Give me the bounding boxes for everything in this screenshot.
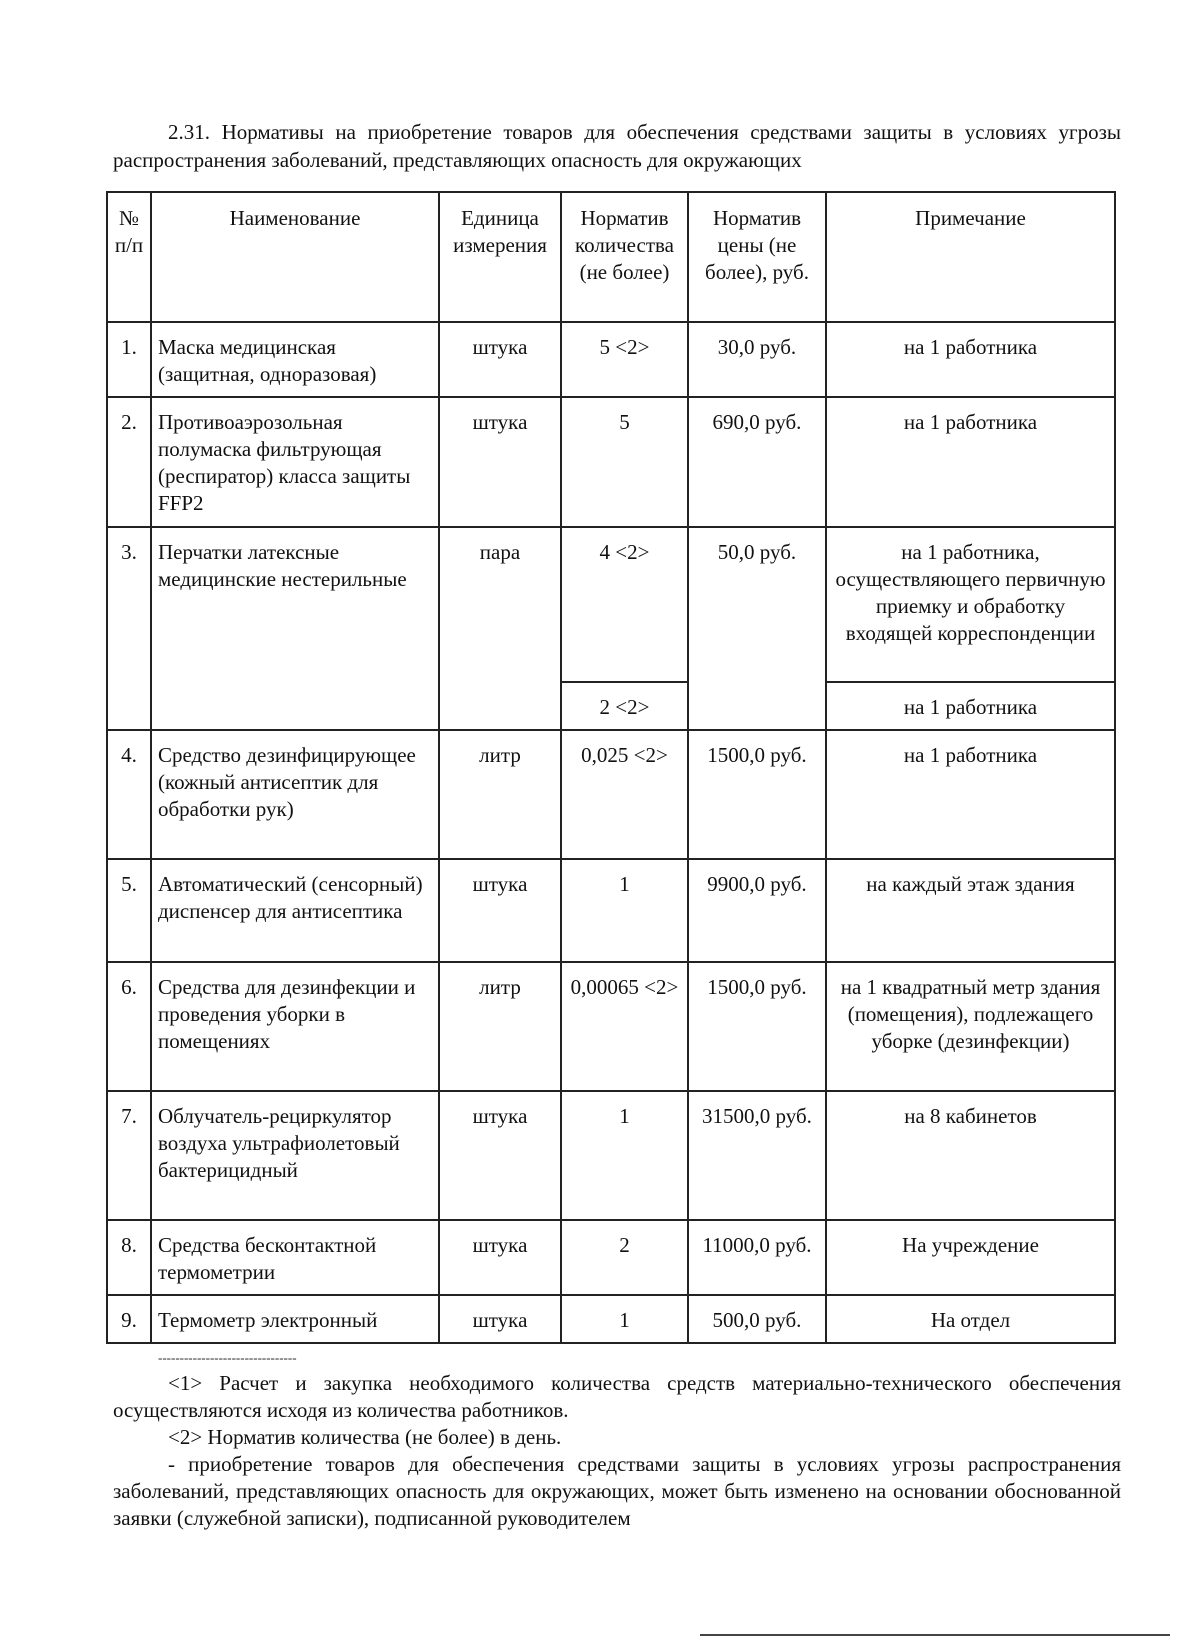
table-row (107, 1091, 1115, 1220)
table-row (107, 962, 1115, 1091)
row-name: Средства для дезинфекции и проведения уборки в помещениях (151, 962, 439, 1091)
row-num: 8. (107, 1220, 151, 1295)
table-row (107, 730, 1115, 859)
row-unit: пара (439, 527, 561, 730)
row-name: Средства бесконтактной термометрии (151, 1220, 439, 1295)
row-note: на 1 квадратный метр здания (помещения), подлежащего уборке (дезинфекции) (826, 962, 1115, 1091)
row-name: Противоаэрозольная полумаска фильтрующая (респиратор) класса защиты FFP2 (151, 397, 439, 527)
row-price: 11000,0 руб. (688, 1220, 826, 1295)
row-note: на 1 работника (826, 322, 1115, 397)
table-header-row (107, 192, 1115, 322)
row-unit: штука (439, 322, 561, 397)
header-name: Наименование (151, 192, 439, 322)
row-unit: литр (439, 730, 561, 859)
row-qty: 1 (561, 1295, 688, 1343)
row-qty: 1 (561, 859, 688, 962)
norms-table (106, 191, 1116, 1344)
header-qty: Норматив количества (не более) (561, 192, 688, 322)
row-num: 5. (107, 859, 151, 962)
table-row (107, 859, 1115, 962)
row-name: Средство дезинфицирующее (кожный антисептик для обработки рук) (151, 730, 439, 859)
row-name: Автоматический (сенсорный) диспенсер для антисептика (151, 859, 439, 962)
row-note: на 1 работника, осуществляющего первичную приемку и обработку входящей корреспонденции (826, 527, 1115, 682)
table-row (107, 527, 1115, 682)
row-qty: 0,025 <2> (561, 730, 688, 859)
page-bottom-line (700, 1634, 1170, 1636)
row-price: 1500,0 руб. (688, 962, 826, 1091)
footnote-1: <1> Расчет и закупка необходимого количества средств материально-технического обеспечения осуществляются исходя из количества работников. (113, 1371, 1121, 1422)
row-price: 1500,0 руб. (688, 730, 826, 859)
row-qty: 0,00065 <2> (561, 962, 688, 1091)
row-note: на 8 кабинетов (826, 1091, 1115, 1220)
row-num: 4. (107, 730, 151, 859)
row-qty: 5 (561, 397, 688, 527)
row-qty: 1 (561, 1091, 688, 1220)
row-num: 2. (107, 397, 151, 527)
row-note: на каждый этаж здания (826, 859, 1115, 962)
row-qty: 5 <2> (561, 322, 688, 397)
row-name: Облучатель-рециркулятор воздуха ультрафиолетовый бактерицидный (151, 1091, 439, 1220)
header-num: № п/п (107, 192, 151, 322)
row-price: 690,0 руб. (688, 397, 826, 527)
row-qty: 2 (561, 1220, 688, 1295)
row-note: На учреждение (826, 1220, 1115, 1295)
row-price: 30,0 руб. (688, 322, 826, 397)
header-note: Примечание (826, 192, 1115, 322)
row-name: Перчатки латексные медицинские нестерильные (151, 527, 439, 730)
table-row (107, 322, 1115, 397)
row-qty: 4 <2> (561, 527, 688, 682)
row-num: 6. (107, 962, 151, 1091)
row-unit: штука (439, 1295, 561, 1343)
table-row (107, 1220, 1115, 1295)
row-price: 9900,0 руб. (688, 859, 826, 962)
row-price: 31500,0 руб. (688, 1091, 826, 1220)
footnotes (113, 1370, 1121, 1532)
table-row (107, 397, 1115, 527)
row-num: 9. (107, 1295, 151, 1343)
row-num: 1. (107, 322, 151, 397)
header-unit: Единица измерения (439, 192, 561, 322)
row-note-secondary: на 1 работника (826, 682, 1115, 730)
row-unit: штука (439, 1220, 561, 1295)
row-note: на 1 работника (826, 730, 1115, 859)
row-unit: штука (439, 397, 561, 527)
row-unit: штука (439, 1091, 561, 1220)
row-unit: литр (439, 962, 561, 1091)
row-num: 3. (107, 527, 151, 730)
row-note: на 1 работника (826, 397, 1115, 527)
row-num: 7. (107, 1091, 151, 1220)
row-name: Маска медицинская (защитная, одноразовая) (151, 322, 439, 397)
section-heading: 2.31. Нормативы на приобретение товаров для обеспечения средствами защиты в условиях угрозы распространения заболеваний, представляющих опасность для окружающих (113, 120, 1121, 172)
footnote-3: - приобретение товаров для обеспечения средствами защиты в условиях угрозы распространения заболеваний, представляющих опасность для окружающих, может быть изменено на основании обоснованной заявки (служебной записки), подписанной руководителем (113, 1452, 1121, 1530)
row-qty-secondary: 2 <2> (561, 682, 688, 730)
row-name: Термометр электронный (151, 1295, 439, 1343)
row-unit: штука (439, 859, 561, 962)
table-row (107, 1295, 1115, 1343)
header-price: Норматив цены (не более), руб. (688, 192, 826, 322)
row-price: 500,0 руб. (688, 1295, 826, 1343)
row-note: На отдел (826, 1295, 1115, 1343)
row-price: 50,0 руб. (688, 527, 826, 730)
footnote-separator: -------------------------------- (158, 1350, 297, 1365)
footnote-2: <2> Норматив количества (не более) в день. (168, 1425, 562, 1449)
